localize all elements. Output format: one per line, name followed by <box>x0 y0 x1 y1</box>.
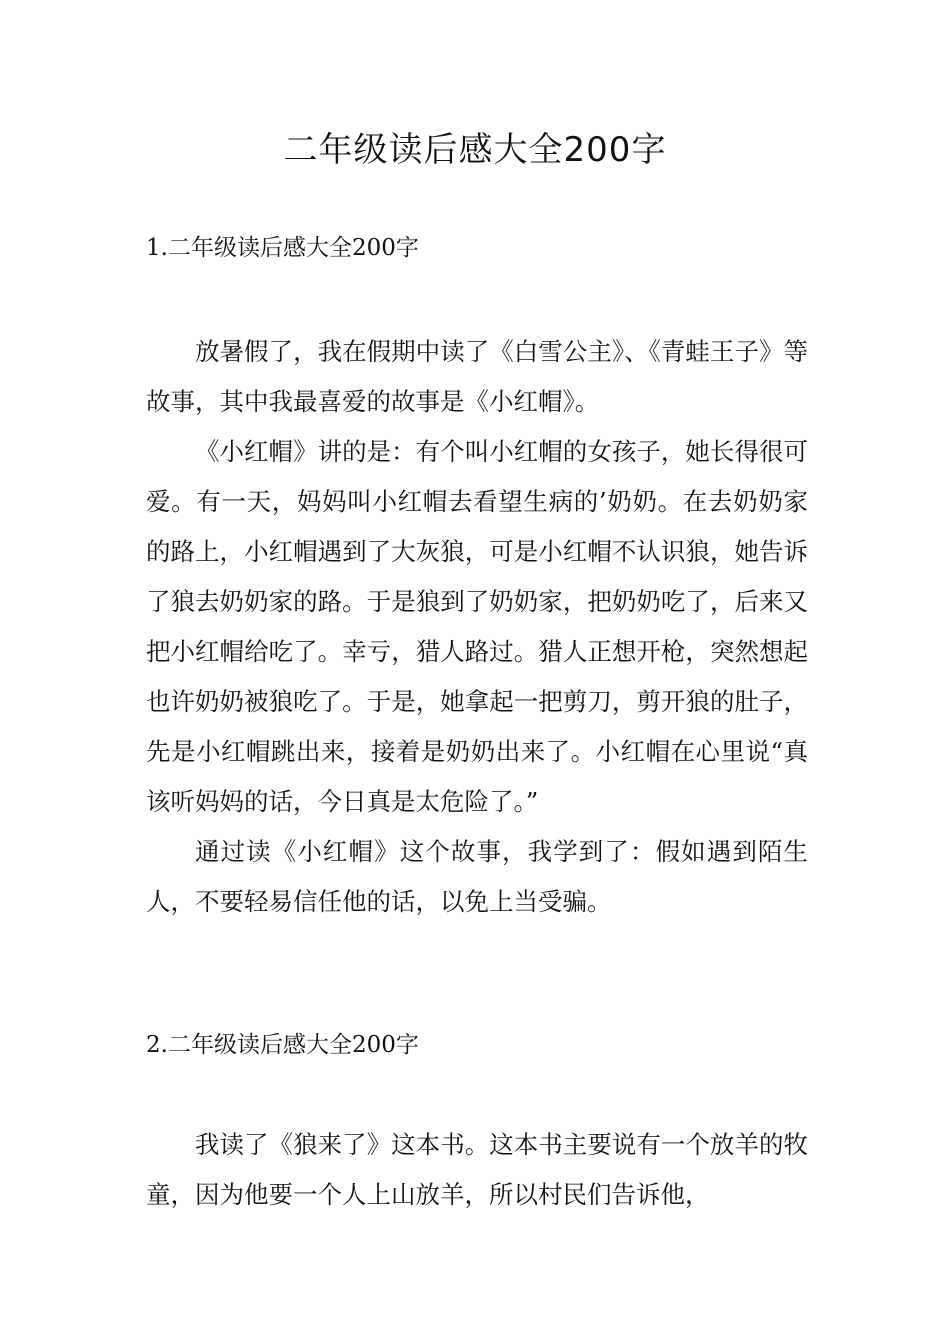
paragraph: 我读了《狼来了》这本书。这本书主要说有一个放羊的牧童，因为他要一个人上山放羊，所以村民们告诉他， <box>146 1130 808 1209</box>
section-body-2 <box>146 1120 808 1220</box>
section-body-1 <box>146 327 808 927</box>
paragraph: 《小红帽》讲的是：有个叫小红帽的女孩子，她长得很可爱。有一天，妈妈叫小红帽去看望生病的’奶奶。在去奶奶家的路上，小红帽遇到了大灰狼，可是小红帽不认识狼，她告诉了狼去奶奶家的路。于是狼到了奶奶家，把奶奶吃了，后来又把小红帽给吃了。幸亏，猎人路过。猎人正想开枪，突然想起也许奶奶被狼吃了。于是，她拿起一把剪刀，剪开狼的肚子，先是小红帽跳出来，接着是奶奶出来了。小红帽在心里说“真该听妈妈的话，今日真是太危险了。” <box>146 437 808 816</box>
section-heading-1: 1.二年级读后感大全200字 <box>146 235 419 261</box>
document-title: 二年级读后感大全200字 <box>283 130 667 170</box>
section-heading-2: 2.二年级读后感大全200字 <box>146 1032 419 1058</box>
paragraph: 通过读《小红帽》这个故事，我学到了：假如遇到陌生人，不要轻易信任他的话，以免上当受骗。 <box>146 837 808 916</box>
paragraph: 放暑假了，我在假期中读了《白雪公主》、《青蛙王子》等故事，其中我最喜爱的故事是《小红帽》。 <box>146 337 808 416</box>
